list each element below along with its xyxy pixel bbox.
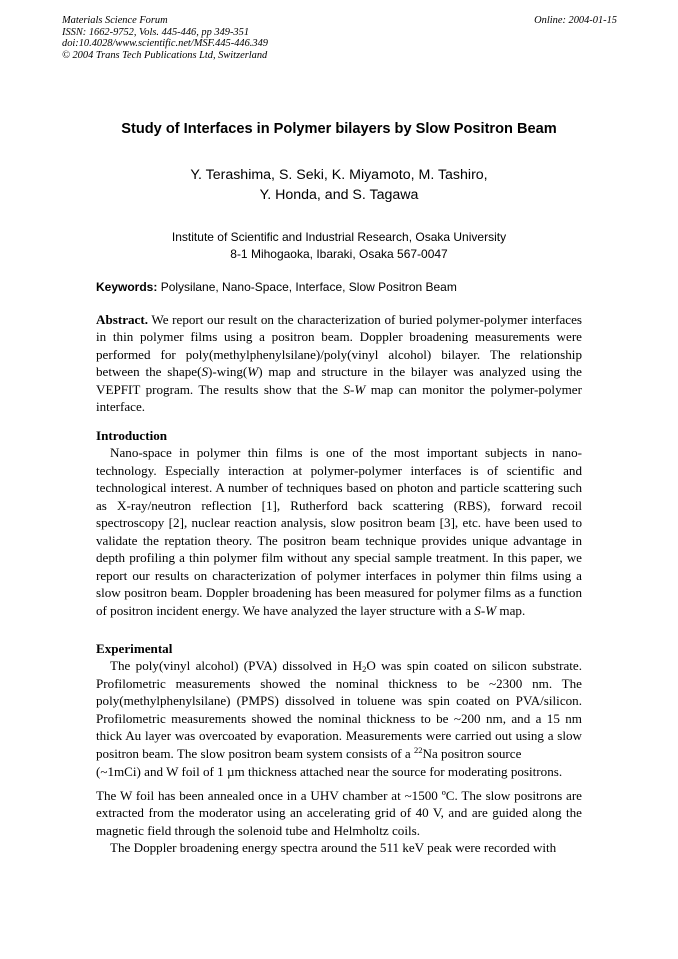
paragraph-text: The poly(vinyl alcohol) (PVA) dissolved in H (110, 658, 363, 674)
section-heading: Experimental (96, 641, 173, 656)
paragraph-text: map. (496, 602, 526, 618)
symbol-w: W (247, 364, 259, 380)
symbol-s: S (201, 364, 209, 380)
abstract-text: map can monitor the polymer-polymer interface. (96, 381, 582, 415)
doi-line: doi:10.4028/www.scientific.net/MSF.445-446.349 (62, 38, 268, 49)
subscript: 2 (362, 664, 367, 675)
issn-line: ISSN: 1662-9752, Vols. 445-446, pp 349-351 (62, 26, 250, 38)
author-line: Y. Terashima, S. Seki, K. Miyamoto, M. Tashiro, (190, 167, 488, 183)
paragraph-text: Na positron source (422, 745, 522, 761)
abstract-text: We report our result on the characterization of buried polymer-polymer interfaces in thin polymer films using a positron beam. Doppler broadening measurements were performed for poly(methylphenylsilane)/poly(vinyl alcohol) bilayer. The relationship between the shape( (96, 312, 582, 380)
author-list (0, 165, 678, 205)
symbol-sw: S-W (474, 602, 497, 618)
experimental-section (96, 640, 582, 762)
journal-name: Materials Science Forum (62, 15, 168, 26)
keywords-text: Polysilane, Nano-Space, Interface, Slow Positron Beam (157, 280, 457, 294)
section-heading: Introduction (96, 428, 168, 443)
running-header (62, 15, 617, 61)
abstract-label: Abstract. (96, 312, 148, 327)
paragraph-text: O was spin coated on silicon substrate. Profilometric measurements showed the nominal thickness to be ~2300 nm. The poly(methylphenylsilane) (PMPS) dissolved in toluene was spin coated on PVA/silicon. Profilometric measurements showed the nominal thickness to be ~200 nm, and a 15 nm thick Au layer was overcoated by evaporation. Measurements were carried out using a slow positron beam. The slow positron beam system consists of a (96, 658, 582, 761)
introduction-section (96, 427, 582, 619)
keywords-label: Keywords: (96, 280, 158, 294)
symbol-sw: S-W (343, 381, 366, 397)
affiliation-line: 8-1 Mihogaoka, Ibaraki, Osaka 567-0047 (230, 247, 448, 261)
affiliation-line: Institute of Scientific and Industrial Research, Osaka University (171, 230, 507, 244)
superscript: 22 (413, 744, 423, 755)
affiliation (0, 229, 678, 263)
experimental-paragraph: The Doppler broadening energy spectra around the 511 keV peak were recorded with (110, 840, 557, 856)
experimental-paragraph (96, 657, 582, 762)
abstract-paragraph (96, 311, 582, 416)
paper-title: Study of Interfaces in Polymer bilayers by Slow Positron Beam (121, 121, 557, 137)
abstract-text: )-wing( (208, 364, 248, 380)
experimental-continued (96, 763, 582, 780)
online-date: Online: 2004-01-15 (534, 15, 617, 26)
paragraph-text: Nano-space in polymer thin films is one of the most important subjects in nano-technology. Especially interaction at polymer-polymer interfaces is of scientific and technological interest. A number of techniques based on photon and particle scattering such as X-ray/neutron reflection [1], Rutherford back scattering (RBS), forward recoil spectroscopy [2], nuclear reaction analysis, slow positron beam [3], etc. have been used to validate the reptation theory. The positron beam technique provides unique advantage in depth profiling a thin polymer film without any special sample treatment. In this paper, we report our results on characterization of polymer interfaces in polymer thin films using a slow positron beam. Doppler broadening has been measured for polymer films as a function of positron incident energy. We have analyzed the layer structure with a (96, 445, 582, 618)
keywords (96, 280, 457, 294)
introduction-paragraph (96, 444, 582, 619)
abstract-text: ) map and structure in the bilayer was analyzed using the VEPFIT program. The results show that the (96, 364, 582, 397)
experimental-paragraph: The W foil has been annealed once in a UHV chamber at ~1500 ºC. The slow positrons are extracted from the moderator using an accelerating grid of 40 V, and are guided along the magnetic field through the solenoid tube and Helmholtz coils. (96, 788, 582, 838)
paragraph-line: (~1mCi) and W foil of 1 µm thickness attached near the source for moderating positrons. (96, 764, 563, 779)
experimental-continued (96, 787, 582, 857)
author-line: Y. Honda, and S. Tagawa (259, 187, 419, 203)
abstract (96, 311, 582, 416)
copyright-line: © 2004 Trans Tech Publications Ltd, Switzerland (62, 49, 268, 61)
